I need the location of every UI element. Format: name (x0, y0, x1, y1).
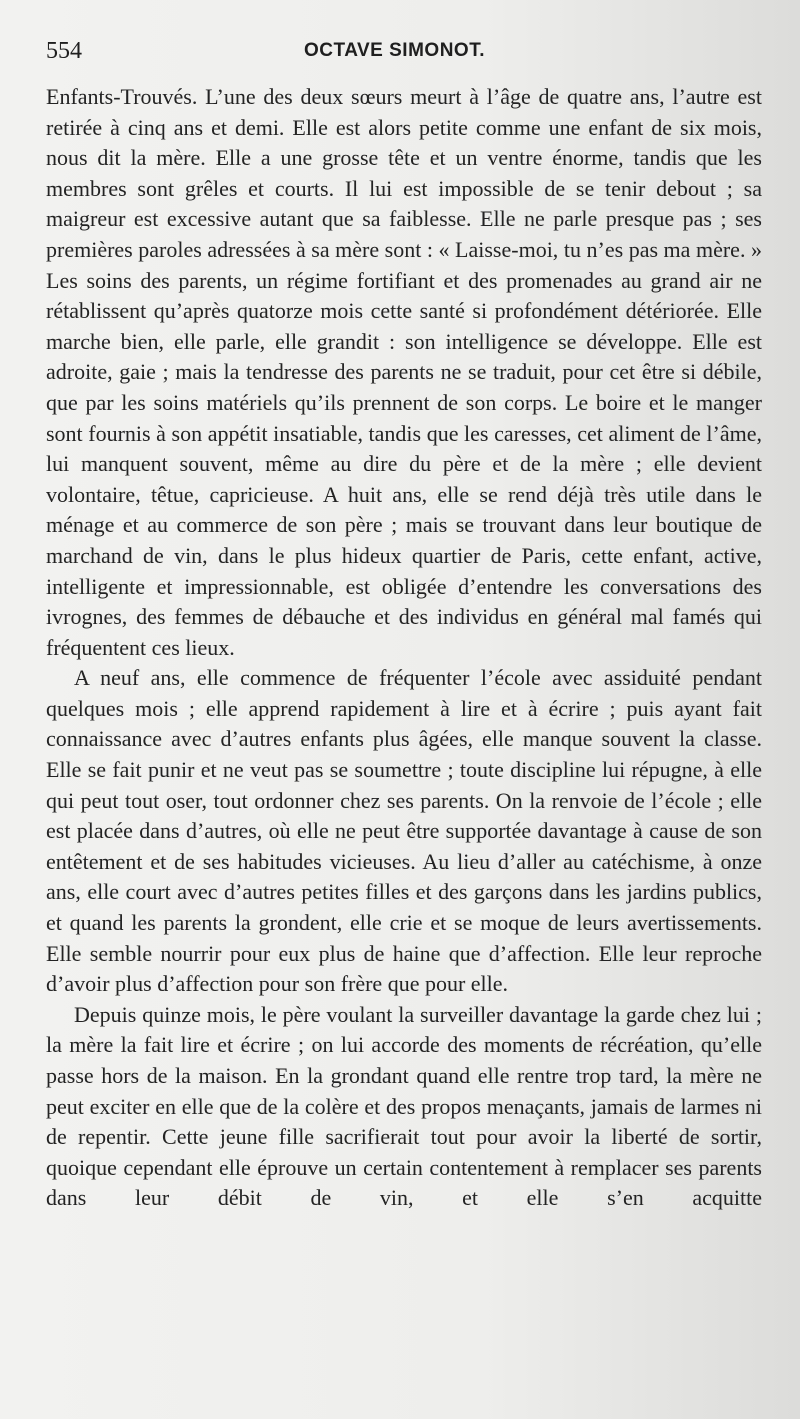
paragraph-1: Enfants-Trouvés. L’une des deux sœurs meurt à l’âge de quatre ans, l’autre est retirée à cinq ans et demi. Elle est alors petite comme une enfant de six mois, nous dit la mère. Elle a une grosse tête et un ventre énorme, tandis que les membres sont grêles et courts. Il lui est impossible de se tenir debout ; sa maigreur est excessive autant que sa faiblesse. Elle ne parle presque pas ; ses premières paroles adressées à sa mère sont : « Laisse-moi, tu n’es pas ma mère. » Les soins des parents, un régime fortifiant et des promenades au grand air ne rétablissent qu’après quatorze mois cette santé si profondément détériorée. Elle marche bien, elle parle, elle grandit : son intelligence se développe. Elle est adroite, gaie ; mais la tendresse des parents ne se traduit, pour cet être si débile, que par les soins matériels qu’ils prennent de son corps. Le boire et le manger sont fournis à son appétit insatiable, tandis que les caresses, cet aliment de l’âme, lui manquent souvent, même au dire du père et de la mère ; elle devient volontaire, têtue, capricieuse. A huit ans, elle se rend déjà très utile dans le ménage et au commerce de son père ; mais se trouvant dans leur boutique de marchand de vin, dans le plus hideux quartier de Paris, cette enfant, active, intelligente et impressionnable, est obligée d’entendre les conversations des ivrognes, des femmes de débauche et des individus en général mal famés qui fréquentent ces lieux. (46, 84, 762, 660)
page-header (46, 38, 762, 74)
running-title: OCTAVE SIMONOT. (304, 40, 485, 61)
page-number: 554 (46, 38, 82, 64)
body-text (46, 82, 762, 1214)
paragraph-3: Depuis quinze mois, le père voulant la surveiller davantage la garde chez lui ; la mère la fait lire et écrire ; on lui accorde des moments de récréation, qu’elle passe hors de la maison. En la grondant quand elle rentre trop tard, la mère ne peut exciter en elle que de la colère et des propos menaçants, jamais de larmes ni de repentir. Cette jeune fille sacrifierait tout pour avoir la liberté de sortir, quoique cependant elle éprouve un certain contentement à remplacer ses parents dans leur débit de vin, et elle s’en acquitte (46, 1001, 762, 1211)
paragraph-2: A neuf ans, elle commence de fréquenter l’école avec assiduité pendant quelques mois ; elle apprend rapidement à lire et à écrire ; puis ayant fait connaissance avec d’autres enfants plus âgées, elle manque souvent la classe. Elle se fait punir et ne veut pas se soumettre ; toute discipline lui répugne, à elle qui peut tout oser, tout ordonner chez ses parents. On la renvoie de l’école ; elle est placée dans d’autres, où elle ne peut être supportée davantage à cause de son entêtement et de ses habitudes vicieuses. Au lieu d’aller au catéchisme, à onze ans, elle court avec d’autres petites filles et des garçons dans les jardins publics, et quand les parents la grondent, elle crie et se moque de leurs avertissements. Elle semble nourrir pour eux plus de haine que d’affection. Elle leur reproche d’avoir plus d’affection pour son frère que pour elle. (46, 665, 762, 997)
